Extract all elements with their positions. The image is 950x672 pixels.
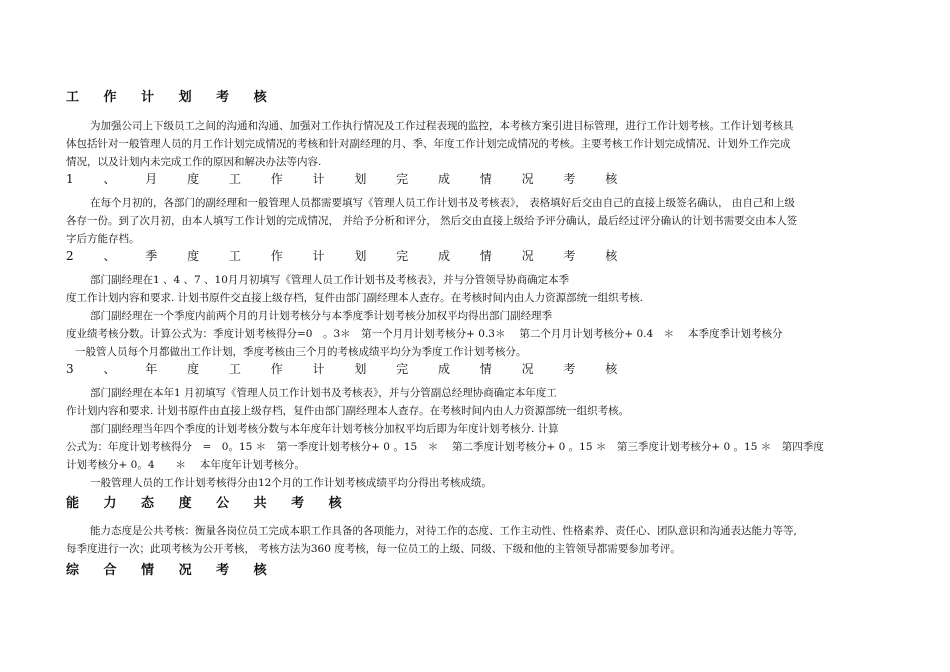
paragraph-line: 在每个月初的，各部门的副经理和一般管理人员都需要填写《管理人员工作计划书及考核表》， 表格填好后交由自己的直接上级签名确认， 由自己和上级	[90, 197, 795, 209]
paragraph-line: 度工作计划内容和要求. 计划书原件交直接上级存档，复件由部门副经理本人查存。在考核时间内由人力资源部统一组织考核.	[66, 292, 644, 304]
paragraph-line: 部门副经理在1 、4 、7 、10月月初填写《管理人员工作计划书及考核表》，并与分管领导协商确定本季	[90, 274, 570, 286]
paragraph-line: 为加强公司上下级员工之间的沟通和沟通、加强对工作执行情况及工作过程表现的监控，本考核方案引进目标管理，进行工作计划考核。工作计划考核具	[90, 120, 794, 132]
formula-line: 公式为：年度计划考核得分 = 0。15 ＊ 第一季度计划考核分+ 0 。15 ＊ 第二季度计划考核分+ 0 。15 ＊ 第三季度计划考核分+ 0 。15 ＊ 第四季度	[66, 441, 824, 453]
paragraph-line: 能力态度是公共考核：衡量各岗位员工完成本职工作具备的各项能力，对待工作的态度、工作主动性、性格素养、责任心、团队意识和沟通表达能力等等,	[90, 525, 797, 537]
heading-annual: 3 、 年 度 工 作 计 划 完 成 情 况 考 核	[66, 362, 631, 376]
paragraph-line: 部门副经理在一个季度内前两个月的月计划考核分与本季度季计划考核分加权平均得出部门副经理季	[90, 310, 552, 322]
paragraph-line: 情况，以及计划内未完成工作的原因和解决办法等内容.	[66, 156, 322, 168]
formula-line: 计划考核分+ 0。4 ＊ 本年度年计划考核分。	[66, 459, 305, 471]
paragraph-line: 字后方能存档。	[66, 233, 140, 245]
paragraph-line: 一般管理人员的工作计划考核得分由12个月的工作计划考核成绩平均分得出考核成绩。	[90, 477, 492, 489]
paragraph-line: 每季度进行一次；此项考核为公开考核， 考核方法为360 度考核，每一位员工的上级、同级、下级和他的主管领导都需要参加考评。	[66, 543, 681, 555]
heading-quarterly: 2 、 季 度 工 作 计 划 完 成 情 况 考 核	[66, 249, 631, 263]
paragraph-line: 体包括针对一般管理人员的月工作计划完成情况的考核和针对副经理的月、季、年度工作计划完成情况的考核。主要考核工作计划完成情况、计划外工作完成	[66, 138, 791, 150]
section-title-ability: 能 力 态 度 公 共 考 核	[66, 496, 352, 511]
paragraph-line: 作计划内容和要求. 计划书原件由直接上级存档，复件由部门副经理本人查存。在考核时间内由人力资源部统一组织考核。	[66, 405, 630, 417]
paragraph-line: 各存一份。到了次月初，由本人填写工作计划的完成情况， 并给予分析和评分， 然后交由直接上级给予评分确认，最后经过评分确认的计划书需要交由本人签	[66, 215, 798, 227]
formula-line: 度业绩考核分数。计算公式为：季度计划考核得分=0 。3＊ 第一个月月计划考核分+ 0.3＊ 第二个月月计划考核分+ 0.4 ＊ 本季度季计划考核分	[66, 328, 783, 340]
paragraph-line: 部门副经理在本年1 月初填写《管理人员工作计划书及考核表》，并与分管副总经理协商确定本年度工	[90, 387, 557, 399]
section-title-comprehensive: 综 合 情 况 考 核	[66, 563, 277, 578]
section-title-work-plan: 工 作 计 划 考 核	[66, 90, 277, 105]
paragraph-line: 一般管人员每个月都做出工作计划，季度考核由三个月的考核成绩平均分为季度工作计划考核分。	[75, 346, 527, 358]
paragraph-line: 部门副经理当年四个季度的计划考核分数与本年度年计划考核分加权平均后即为年度计划考核分. 计算	[90, 423, 559, 435]
heading-monthly: 1 、 月 度 工 作 计 划 完 成 情 况 考 核	[66, 172, 631, 186]
